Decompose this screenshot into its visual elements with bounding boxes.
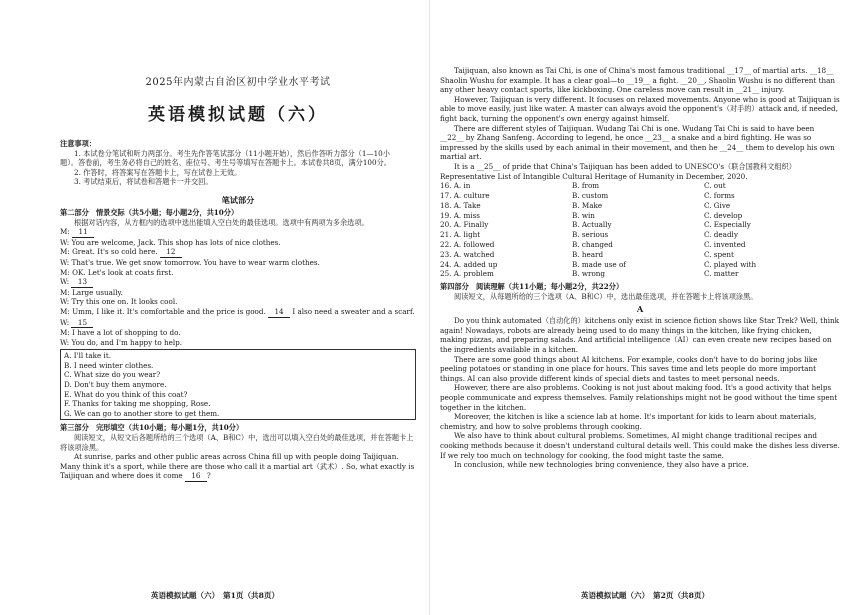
option: E. What do you think of this coat? [64, 389, 188, 399]
option: D. Don't buy them anymore. [64, 380, 167, 390]
choice-option: B. wrong [572, 269, 605, 279]
reading-paragraph: Do you think automated（自动化的）kitchens only exist in science fiction shows like Star Trek? Well, think again! Nowadays, robots are already being used to do many things in the kitchen, like frying chicken, making pizzas, and preparing salads. And artificial intelligence（AI）can even create new recipes based on the ingredients available in a kitchen. [440, 316, 839, 355]
choice-option: B. serious [572, 230, 609, 240]
note-line: 1. 本试卷分笔试和听力两部分。考生先作答笔试部分（11小题开始），然后作答听力部分（1—10小 [74, 148, 390, 158]
dialogue-line: W: That's true. We get snow tomorrow. You have to wear warm clothes. [60, 257, 320, 267]
choice-option: B. changed [572, 239, 613, 249]
answer-blank: 15 [71, 318, 93, 329]
note-line: 2. 作答时，将答案写在答题卡上，写在试卷上无效。 [74, 167, 242, 177]
written-part-heading: 笔试部分 [221, 194, 255, 205]
page-2 [430, 0, 860, 615]
part2-instructions: 根据对话内容，从方框内的选项中选出能填入空白处的最佳选项。选项中有两项为多余选项。 [74, 217, 369, 227]
choice-option: C. Especially [704, 220, 751, 230]
option: B. I need winter clothes. [64, 360, 154, 370]
choice-option: 19. A. miss [440, 210, 480, 220]
passage-line: Many think it's a sport, while there are those who call it a martial art（武术）. So, what exactly is [60, 461, 415, 471]
note-line: 3. 考试结束后，将试卷和答题卡一并交回。 [74, 177, 213, 187]
choice-option: 25. A. problem [440, 269, 494, 279]
choice-option: 20. A. Finally [440, 220, 489, 230]
choice-option: B. made use of [572, 259, 626, 269]
answer-blank: 12 [160, 247, 182, 258]
option: G. We can go to another store to get them. [64, 408, 220, 418]
choice-option: 21. A. light [440, 230, 481, 240]
cloze-paragraph: However, Taijiquan is very different. It focuses on relaxed movements. Anyone who is good at Taijiquan is able to move easily, just like water. A master can always avoid the opponent's（对手的）attack and, if needed, fight back, turning the opponent's own energy against himself. [440, 94, 840, 123]
note-line: 题）。答卷前，考生务必将自己的姓名、座位号、考生号等填写在答题卡上。本试卷共8页，满分100分。 [60, 158, 391, 168]
dialogue-line: M: Large usually. [60, 287, 123, 297]
passage-line: At sunrise, parks and other public areas across China fill up with people doing Taijiquan. [74, 452, 399, 462]
choice-option: B. custom [572, 190, 609, 200]
choice-option: 18. A. Take [440, 200, 481, 210]
choice-option: B. Actually [572, 220, 612, 230]
part3-instructions: 阅读短文，从短文后各题所给的三个选项（A、B和C）中，选出可以填入空白处的最佳选项，并在答题卡上将该项涂黑。 [60, 433, 414, 452]
reading-paragraph: However, there are also problems. Cooking is not just about making food. It's a good activity that helps people communicate and express themselves. Family relationships might not be good without the time spent together in the kitchen. [440, 383, 838, 412]
choice-option: C. develop [704, 210, 743, 220]
choice-option: C. deadly [704, 230, 738, 240]
dialogue-line: M: OK. Let's look at coats first. [60, 267, 174, 277]
answer-blank: 13 [71, 277, 93, 288]
choice-option: C. invented [704, 239, 746, 249]
part3-heading: 第三部分 完形填空（共10小题；每小题1分，共10分） [60, 423, 244, 433]
dialogue-line: W: 13 [60, 277, 416, 288]
choice-option: 22. A. followed [440, 239, 495, 249]
options-box [60, 349, 416, 420]
choice-option: C. spent [704, 249, 734, 259]
dialogue-line: W: Try this one on. It looks cool. [60, 297, 178, 307]
choice-option: C. forms [704, 190, 735, 200]
option: F. Thanks for taking me shopping, Rose. [64, 399, 211, 409]
reading-paragraph: There are some good things about AI kitchens. For example, cooks don't have to do boring jobs like peeling potatoes or standing in one place for hours. This saves time and lets people do more important things. AI can also provide different kinds of special diets and tastes to meet personal needs. [440, 354, 818, 383]
option: C. What size do you wear? [64, 370, 161, 380]
dialogue-line: M: Great. It's so cold here. 12 [60, 247, 416, 258]
notes-title: 注意事项： [60, 139, 96, 148]
answer-blank: 16 [185, 471, 207, 482]
choice-option: B. heard [572, 249, 604, 259]
choice-option: C. out [704, 181, 726, 191]
choice-option: B. Make [572, 200, 603, 210]
passage-line: Taijiquan and where does it come 16 ? [60, 471, 211, 481]
dialogue [60, 227, 416, 347]
passage-letter: A [636, 304, 644, 315]
paper-title: 英语模拟试题（六） [148, 105, 328, 125]
choice-option: C. played with [704, 259, 757, 269]
page-footer: 英语模拟试题（六） 第1页（共8页） [150, 591, 280, 600]
exam-title: 2025年内蒙古自治区初中学业水平考试 [145, 77, 331, 88]
reading-paragraph: In conclusion, while new technologies bring convenience, they also have a price. [454, 460, 749, 470]
choice-option: C. matter [704, 269, 739, 279]
choice-option: 16. A. in [440, 181, 471, 191]
option: A. I'll take it. [64, 351, 111, 361]
page-footer: 英语模拟试题（六） 第2页（共8页） [580, 591, 710, 600]
reading-paragraph: We also have to think about cultural problems. Sometimes, AI might change traditional recipes and cooking methods because it doesn't understand cultural details well. This could make the dishes less diverse. If we rely too much on technology for cooking, the food might taste the same. [440, 431, 840, 460]
choice-option: C. Give [704, 200, 731, 210]
answer-blank: 14 [268, 307, 290, 318]
part2-heading: 第二部分 情景交际（共5小题；每小题2分，共10分） [60, 207, 239, 217]
choice-option: B. win [572, 210, 595, 220]
choice-option: 23. A. watched [440, 249, 495, 259]
dialogue-line: M: Umm, I like it. It's comfortable and the price is good. 14 I also need a sweater and a scarf. [60, 306, 415, 316]
cloze-paragraph: It is a __25__ of pride that China's Taijiquan has been added to UNESCO's（联合国教科文组织）Representative List of Intangible Cultural Heritage of Humanity in December, 2020. [440, 161, 796, 181]
part4-instructions: 阅读短文，从每题所给的三个选项（A、B和C）中，选出最佳选项，并在答题卡上将该项涂黑。 [454, 291, 758, 301]
part4-heading: 第四部分 阅读理解（共11小题；每小题2分，共22分） [440, 282, 624, 292]
dialogue-line: W: You are welcome, Jack. This shop has lots of nice clothes. [60, 237, 281, 247]
answer-blank: 11 [72, 227, 94, 238]
cloze-paragraph: Taijiquan, also known as Tai Chi, is one of China's most famous traditional __17__ of martial arts. __18__ Shaolin Wushu for example. It has a clear goal—to __19__ a fight. __20__, Shaolin Wushu is no different than any other heavy contact sports, like kickboxing. One careless move can result in __21__ injury. [440, 66, 835, 95]
dialogue-line: W: 15 [60, 318, 416, 329]
dialogue-line: M: I have a lot of shopping to do. [60, 328, 181, 338]
dialogue-line: M: 11 [60, 227, 416, 238]
choice-option: 17. A. culture [440, 190, 490, 200]
choice-option: B. from [572, 181, 600, 191]
dialogue-line: W: You do, and I'm happy to help. [60, 337, 183, 347]
reading-paragraph: Moreover, the kitchen is like a science lab at home. It's important for kids to learn about materials, chemistry, and how to solve problems through cooking. [440, 412, 817, 431]
cloze-choices [440, 181, 840, 279]
choice-option: 24. A. added up [440, 259, 498, 269]
cloze-paragraph: There are different styles of Taijiquan. Wudang Tai Chi is one. Wudang Tai Chi is said to have been __22__ by Zhang Sanfeng. According to legend, he once __23__ a snake and a bird fighting. He was so impressed by the skills used by each animal in their movement, and then he __24__ them to develop his own martial art. [440, 123, 835, 162]
